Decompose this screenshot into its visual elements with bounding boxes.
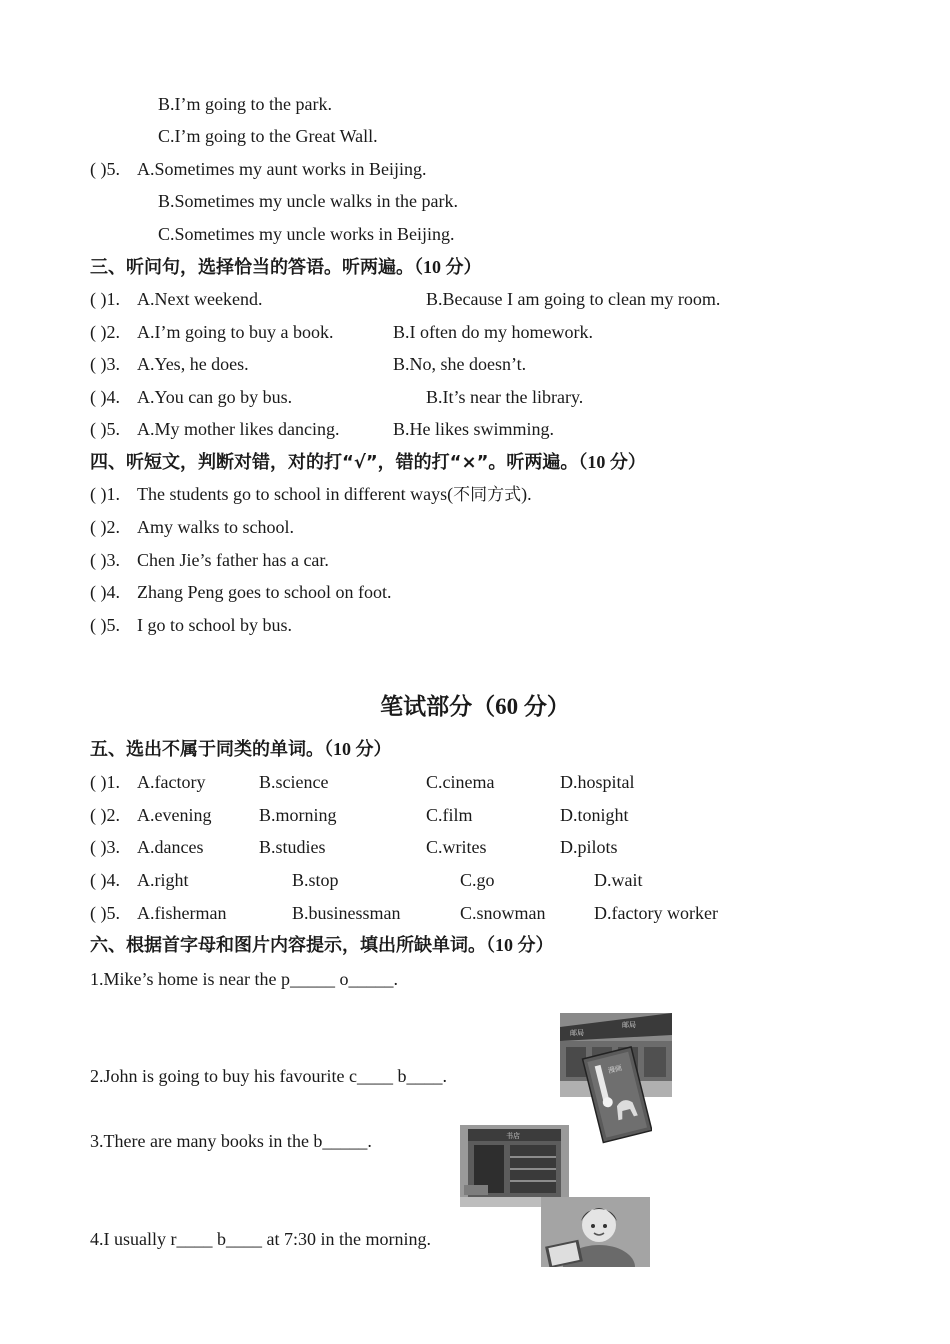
s4-q3-text: Chen Jie’s father has a car.	[137, 550, 329, 570]
section3-score: （10 分）	[414, 257, 482, 277]
bookstore-sign: 书店	[506, 1132, 520, 1140]
s4-q1-chinese-gloss: 不同方式	[453, 485, 522, 505]
s6-q3: 3.There are many books in the b_____.	[90, 1131, 372, 1151]
section3-heading	[90, 256, 482, 279]
s5-q1-d: D.hospital	[560, 772, 635, 792]
option-4b: B.I’m going to the park.	[158, 94, 332, 114]
option-4c: C.I’m going to the Great Wall.	[158, 126, 378, 146]
s5-q3-d: D.pilots	[560, 837, 618, 857]
s6-q1: 1.Mike’s home is near the p_____ o_____.	[90, 969, 398, 989]
s4-q4-number: ( )4.	[90, 582, 120, 602]
s3-q4-number: ( )4.	[90, 387, 120, 407]
s4-q2-text: Amy walks to school.	[137, 517, 294, 537]
s5-q4-b: B.stop	[292, 870, 339, 890]
section3-title: 三、听问句，选择恰当的答语。听两遍。	[90, 257, 414, 278]
s4-q1-tail: ).	[521, 484, 532, 504]
s5-q4-d: D.wait	[594, 870, 643, 890]
s4-q1-english: The students go to school in different ways(	[137, 484, 454, 504]
comic-book-title: 漫画	[607, 1063, 623, 1076]
section4-score: （10 分）	[578, 452, 646, 472]
s3-q5-a: A.My mother likes dancing.	[137, 419, 340, 439]
s5-q2-b: B.morning	[259, 805, 337, 825]
question-5-number: ( )5.	[90, 159, 120, 179]
option-5b: B.Sometimes my uncle walks in the park.	[158, 191, 458, 211]
section6-title: 六、根据首字母和图片内容提示，填出所缺单词。	[90, 935, 486, 956]
s5-q5-number: ( )5.	[90, 903, 120, 923]
s5-q4-c: C.go	[460, 870, 495, 890]
s3-q4-a: A.You can go by bus.	[137, 387, 293, 407]
s3-q1-number: ( )1.	[90, 289, 120, 309]
s6-q2: 2.John is going to buy his favourite c____ b____.	[90, 1066, 447, 1086]
s5-q1-a: A.factory	[137, 772, 206, 792]
s3-q3-b: B.No, she doesn’t.	[393, 354, 527, 374]
s3-q3-a: A.Yes, he does.	[137, 354, 249, 374]
s4-q1-text	[137, 483, 532, 506]
s5-q4-a: A.right	[137, 870, 189, 890]
s4-q5-number: ( )5.	[90, 615, 120, 635]
s4-q2-number: ( )2.	[90, 517, 120, 537]
s3-q4-b: B.It’s near the library.	[426, 387, 584, 407]
s3-q2-number: ( )2.	[90, 322, 120, 342]
s5-q1-b: B.science	[259, 772, 329, 792]
s5-q5-c: C.snowman	[460, 903, 546, 923]
s5-q2-d: D.tonight	[560, 805, 629, 825]
s4-q1-number: ( )1.	[90, 484, 120, 504]
s5-q5-a: A.fisherman	[137, 903, 227, 923]
comic-book-image	[580, 1040, 652, 1148]
s3-q2-a: A.I’m going to buy a book.	[137, 322, 334, 342]
written-part-label: 笔试部分	[380, 694, 473, 720]
section5-score: （10 分）	[324, 739, 392, 759]
s3-q1-b: B.Because I am going to clean my room.	[426, 289, 721, 309]
section5-title: 五、选出不属于同类的单词。	[90, 739, 324, 760]
s5-q2-a: A.evening	[137, 805, 212, 825]
written-part-title	[0, 688, 950, 721]
s5-q3-b: B.studies	[259, 837, 326, 857]
s5-q5-d: D.factory worker	[594, 903, 718, 923]
s4-q5-text: I go to school by bus.	[137, 615, 292, 635]
s5-q1-number: ( )1.	[90, 772, 120, 792]
post-office-sign-1: 邮局	[570, 1029, 584, 1037]
boy-reading-image	[541, 1197, 650, 1267]
s5-q4-number: ( )4.	[90, 870, 120, 890]
s5-q3-a: A.dances	[137, 837, 204, 857]
s5-q1-c: C.cinema	[426, 772, 495, 792]
s5-q3-c: C.writes	[426, 837, 487, 857]
section6-heading	[90, 934, 554, 957]
option-5c: C.Sometimes my uncle works in Beijing.	[158, 224, 455, 244]
s5-q5-b: B.businessman	[292, 903, 401, 923]
s6-q4: 4.I usually r____ b____ at 7:30 in the morning.	[90, 1229, 431, 1249]
s4-q3-number: ( )3.	[90, 550, 120, 570]
section6-score: （10 分）	[486, 935, 554, 955]
s5-q2-c: C.film	[426, 805, 473, 825]
post-office-sign-2: 邮局	[622, 1021, 636, 1029]
section4-title: 四、听短文，判断对错，对的打“√”，错的打“×”。听两遍。	[90, 452, 579, 473]
option-5a: A.Sometimes my aunt works in Beijing.	[137, 159, 427, 179]
s3-q5-b: B.He likes swimming.	[393, 419, 554, 439]
bookstore-image	[460, 1125, 569, 1207]
s3-q3-number: ( )3.	[90, 354, 120, 374]
s3-q2-b: B.I often do my homework.	[393, 322, 593, 342]
s4-q4-text: Zhang Peng goes to school on foot.	[137, 582, 392, 602]
section4-heading	[90, 451, 646, 474]
s5-q3-number: ( )3.	[90, 837, 120, 857]
s5-q2-number: ( )2.	[90, 805, 120, 825]
s3-q1-a: A.Next weekend.	[137, 289, 263, 309]
s3-q5-number: ( )5.	[90, 419, 120, 439]
written-part-score: （60 分）	[472, 694, 570, 719]
section5-heading	[90, 738, 392, 761]
